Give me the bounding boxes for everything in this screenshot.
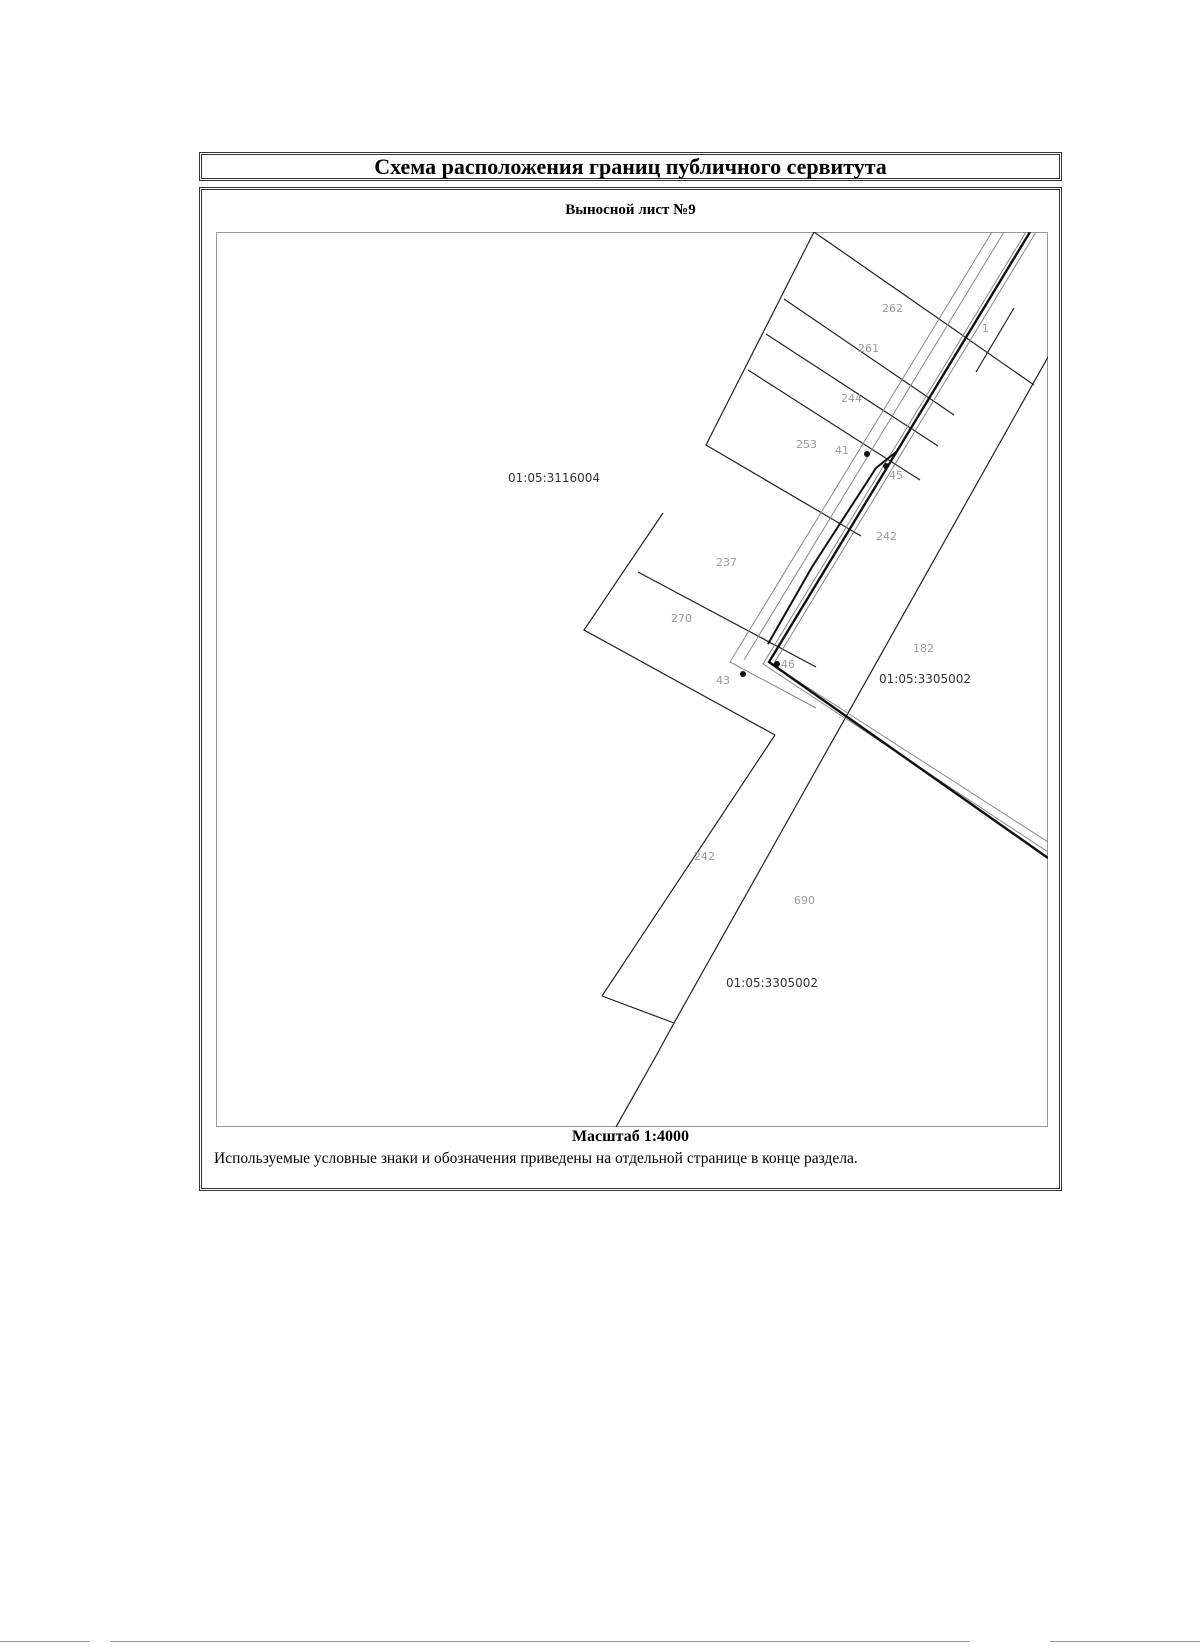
map-frame bbox=[199, 187, 1062, 1191]
sheet-label: Выносной лист №9 bbox=[565, 202, 696, 218]
cadastral-map bbox=[216, 232, 1048, 1127]
map-canvas bbox=[216, 232, 1048, 1127]
road-strip bbox=[602, 357, 1048, 1127]
parcel-label: 690 bbox=[794, 894, 815, 907]
bottom-rule bbox=[110, 1641, 970, 1642]
parcel-label: 182 bbox=[913, 642, 934, 655]
parcel-label: 242 bbox=[876, 530, 897, 543]
legend-note: Используемые условные знаки и обозначения приведены на отдельной странице в конце раздела. bbox=[214, 1150, 858, 1167]
servitude-corridor bbox=[730, 232, 1048, 858]
parcel-label: 242 bbox=[694, 850, 715, 863]
quarter-label-right: 01:05:3305002 bbox=[879, 672, 972, 686]
parcel-label: 237 bbox=[716, 556, 737, 569]
title-text: Схема расположения границ публичного сервитута bbox=[374, 153, 887, 179]
parcel-label: 244 bbox=[841, 392, 862, 405]
parcel-lines-upper bbox=[584, 232, 1034, 735]
parcel-label: 262 bbox=[882, 302, 903, 315]
parcel-label: 46 bbox=[781, 658, 795, 671]
quarter-label-lower: 01:05:3305002 bbox=[726, 976, 819, 990]
bottom-rule bbox=[1050, 1641, 1200, 1642]
parcel-label: 261 bbox=[858, 342, 879, 355]
parcel-label: 270 bbox=[671, 612, 692, 625]
bottom-rule bbox=[0, 1641, 90, 1642]
parcel-label: 43 bbox=[716, 674, 730, 687]
page-title bbox=[199, 152, 1062, 181]
parcel-label: 45 bbox=[889, 469, 903, 482]
quarter-label-upper-left: 01:05:3116004 bbox=[508, 471, 601, 485]
parcel-label: 41 bbox=[835, 444, 849, 457]
parcel-label: 1 bbox=[982, 322, 989, 335]
scale-label: Масштаб 1:4000 bbox=[571, 1128, 690, 1145]
parcel-label: 253 bbox=[796, 438, 817, 451]
